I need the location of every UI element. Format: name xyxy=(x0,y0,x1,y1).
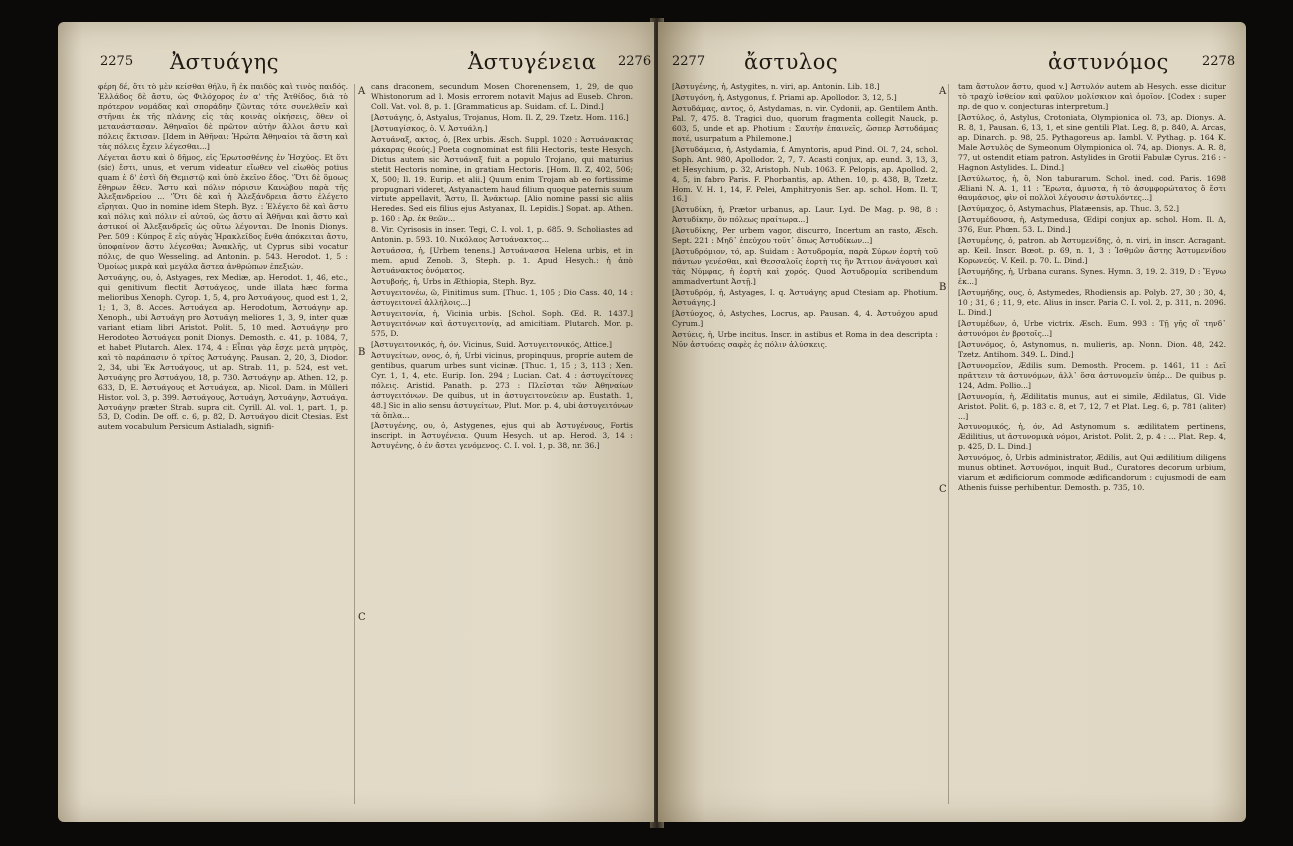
paragraph: [Ἀστυδρόμ, ἡ, Astyages, I. q. Ἀστυάγης apud Ctesiam ap. Photium. Ἀστυάγης.] xyxy=(672,288,938,308)
running-headword: ἄστυλος xyxy=(744,50,839,74)
paragraph: Ἀστύεις, ἡ, Urbe incitus. Inscr. in astibus et Roma in dea descripta : Νῦν ἀστυόεις σαφὲς ἐς πόλιν ἀλύσκεις. xyxy=(672,329,938,349)
column-rule xyxy=(948,84,949,804)
paragraph: Ἀστυγείτων, ονος, ὁ, ἡ, Urbi vicinus, propinquus, proprie autem de gentibus, quarum urbes sunt vicinæ. [Thuc. 1, 15 ; 3, 113 ; Xen. Cyr. 1, 1, 4, etc. Eurip. Ion. 294 ; Lucian. Cat. 4 : ἀστυγείτονες πόλεις. Aristid. Panath. p. 273 : Πλεῖσται τῶν Ἀθηναίων ἀστυγειτόνων. De quibus, ut in ἀστυγειτονεύειν ap. Eustath. 1, 48.] Sic in alio sensu ἀστυγείτων, Plut. Mor. p. 4, ubi ἀστυγειτόνων τὰ ὅπλα... xyxy=(371,350,633,420)
paragraph: [Ἀστυγειτονικός, ἡ, όν. Vicinus, Suid. Ἀστυγειτονικός, Attice.] xyxy=(371,339,612,349)
column-rule xyxy=(354,84,355,804)
paragraph: Ἀστυάναξ, ακτος, ὁ, [Rex urbis. Æsch. Suppl. 1020 : Ἀστυάνακτας μάκαρας θεούς.] Poeta cognominat est filii Hectoris, teste Hesych. Dictus autem sic Ἀστυάναξ fuit a populo Trojano, qui maturius stetit Hectoris nomine, in gratiam Hectoris. [Hom. Il. Ζ, 402, 506; Χ, 500; Il. 19. Eurip. et alii.] Quum enim Trojam ab eo fortissime propugnari videret, Astyanactem haud filium quoque paternis suum virtute appellavit, Ἄστυ, Il. Ἀνάκτωρ. [Alio nomine passi sic aliis Heredes. Sed eis filius ejus Astyanax, Il. Lepidis.] Sopat. ap. Athen. p. 160 : Ἀρ. ἐκ θεῶν... xyxy=(371,134,633,224)
running-headword: ἀστυνόμος xyxy=(1048,50,1169,74)
column-marker: C xyxy=(939,484,947,495)
paragraph: [Ἀστυάγης, ὁ, Astyalus, Trojanus, Hom. Il. Ζ, 29. Tzetz. Hom. 116.] xyxy=(371,112,629,122)
page-number: 2275 xyxy=(100,54,134,69)
left-page xyxy=(58,22,654,822)
paragraph: [Ἀστυγόνη, ἡ, Astygonus, f. Priami ap. Apollodor. 3, 12, 5.] xyxy=(672,92,897,102)
right-page-header xyxy=(658,50,1246,78)
paragraph: Ἀστυγειτονία, ἡ, Vicinia urbis. [Schol. Soph. Œd. R. 1437.] Ἀστυγειτόνων καὶ ἀστυγειτονίᾳ, ad amicitiam. Plutarch. Mor. p. 575, D. xyxy=(371,308,633,338)
paragraph: [Ἀστυμένης, ὁ, patron. ab Ἀστυμενίδης, ὁ, n. viri, in inscr. Acragant. ap. Keil. Inscr. Bœot. p. 69, n. 1, 3 : Ἰσθμῶν ἄστης Ἀστυμενίδου Κορωνεύς. V. Keil. p. 70. L. Dind.] xyxy=(958,236,1226,266)
right-page xyxy=(658,22,1246,822)
paragraph: Ἀστυγειτονέω, ῶ, Finitimus sum. [Thuc. 1, 105 ; Dio Cass. 40, 14 : ἀστυγειτονεῖ ἀλλήλοις...] xyxy=(371,288,633,308)
paragraph: Ἀστυνομικός, ἡ, όν, Ad Astynomum s. ædilitatem pertinens, Ædilitius, ut ἀστυνομικὰ νόμοι, Aristot. Polit. 2, p. 4 : ... Plat. Rep. 4, p. 425, D. L. Dind.] xyxy=(958,422,1226,452)
page-number: 2277 xyxy=(672,54,706,69)
paragraph: [Ἀστυγένης, ου, ὁ, Astygenes, ejus qui ab Ἀστυγένους, Fortis inscript. in Ἀστυγένεια. Quum Hesych. ut ap. Herod. 3, 14 : Ἀστυγένης, ὁ ἐν ἄστει γενόμενος. C. I. vol. 1, p. 38, nr. 36.] xyxy=(371,421,633,451)
left-page-header xyxy=(58,50,654,78)
paragraph: [Ἀστυμέδουσα, ἡ, Astymedusa, Œdipi conjux ap. schol. Hom. Il. Δ, 376, Eur. Phœn. 53. L. Dind.] xyxy=(958,215,1226,235)
paragraph: cans draconem, secundum Mosen Chorenensem, 1, 29, de quo Whistonorum ad l. Mosis errorem notavit Majus ad Euseb. Chron. Coll. Vat. vol. 8, p. 1. [Grammaticus ap. Suidam. cf. L. Dind.] xyxy=(371,82,633,111)
paragraph: [Ἀστυνόμος, ὁ, Astynomus, n. mulieris, ap. Nonn. Dion. 48, 242. Tzetz. Antihom. 349. L. Dind.] xyxy=(958,339,1226,359)
paragraph: [Ἀστυμέδων, ὁ, Urbe victrix. Æsch. Eum. 993 : Τῇ γῆς οἳ τηνδ᾽ ἀστυνόμοι ἐν βροτοῖς...] xyxy=(958,318,1226,338)
paragraph: [Ἀστυδάμεια, ἡ, Astydamia, f. Amyntoris, apud Pind. Ol. 7, 24, schol. Soph. Ant. 980, Apollodor. 2, 7, 7. Acasti conjux, ap. eund. 3, 13, 3, et Hesychium, p. 32, Aristoph. Nub. 1063. F. Pelopis, ap. Apollod. 2, 4, 5, in fabro Paris. F. Phorbantis, ap. Athen. 10, p. 438, B, Tzetz. Hom. V. H. 1, 14, F. Pelei, Amphitryonis Ser. ap. schol. Hom. Il. T, 16.] xyxy=(672,144,938,204)
paragraph: Ἀστυβοής, ἡ, Urbs in Æthiopia, Steph. Byz. xyxy=(371,277,537,287)
running-headword: Ἀστυγένεια xyxy=(468,50,597,74)
paragraph: φέρη δέ, ὅτι τὸ μὲν κείσθαι θήλυ, ἢ ἐκ παιδὸς καὶ τινὸς παιδός. Ἐλλάδος δὲ ἄστυ, ὡς Φιλόχορος ἐν α' τῆς Ἀτθίδος, διὰ τὸ πρότερον νομάδας καὶ σποράδην ζῶντας τότε συνελθεῖν καὶ στῆναι ἐκ τῆς πλάνης εἰς τὰς κοινὰς οἰκήσεις, ὅθεν οἱ μετανάστασαν. Ἀθηναῖοι δὲ πρῶτον αὐτὴν ἄλλοι ἄστυ καὶ πόλεις ἔκτισαν. [Idem in Ἀθῆναι: Ἠρώτα Ἀθηναίοι τὰ ἄστη καὶ τὰς πόλεις ἔχειν λέγεσθαι...] xyxy=(98,82,348,151)
paragraph: Ἀστυάγης, ου, ὁ, Astyages, rex Mediæ, ap. Herodot. 1, 46, etc., qui genitivum flectit Ἀστυάγεος, unde illata hæc forma melioribus Xenoph. Cyrop. 1, 5, 4, pro Ἀστυάγους, quod est 1, 2, 1; 1, 3, 8. Acces. Ἀστυάγεα ap. Herodotum, Ἀστυάγην ap. Xenoph., ubi Ἀστυάγη pro Ἀστυάγη meliores 1, 3, 9, inter quæ variant etiam libri Aristot. Polit. 5, 10 med. Ἀστυάγην pro Herodoteo Ἀστυάγεα ponit Dionys. Demosth. c. 41, p. 1084, 7, et habet Plutarch. Alex. 174, 4 : Εἶπαι γὰρ ἔσχε μετὰ μητρὸς, καὶ τὸ παράπασιν ὁ τρίτος Ἀστυάγης. Pausan. 2, 20, 3, Diodor. 2, 34, ubi Ἐκ Ἀστυάγους, ut ap. Strab. 11, p. 524, est vet. Ἀστυάγης pro Ἀστυάγου, 18, p. 730. Ἀστυάγην ap. Athen. 12, p. 633, D, Ε. Ἀστυάγους et Ἀστυάγεα, ap. Nicol. Dam. in Mülleri Histor. vol. 3, p. 399. Ἀστυάγους, Ἀστυάγη, Ἀστυάγην, Ἀστυάγα. Ἀστυάγην præter Strab. supra cit. Cyrill. Al. vol. 1, part. 1, p. 53, D, Codin. De off. c. 6, p. 82, D. Ἀστυάγου dicit Ctesias. Est autem vocabulum Persicum Astialadh, signifi- xyxy=(98,273,348,432)
text-column-2 xyxy=(371,82,633,810)
column-marker: C xyxy=(358,612,366,623)
paragraph: Ἀστυδάμας, αντος, ὁ, Astydamas, n. vir. Cydonii, ap. Gentilem Anth. Pal. 7, 475. 8. Tragici duo, quorum fragmenta collegit Nauck, p. 603, 5, unde et ap. Photium : Σαυτὴν ἐπαινεῖς, ὥσπερ Ἀστυδάμας ποτέ, usurpatum a Philemone.] xyxy=(672,103,938,143)
paragraph: [Ἀστυνομία, ἡ, Ædilitatis munus, aut ei simile, Ædilatus, Gl. Vide Aristot. Polit. 6, p. 183 c. 8, et 7, 12, 7 et Plat. Leg. 6, p. 781 (aliter) ...] xyxy=(958,391,1226,421)
paragraph: [Ἀστυμήδης, ἡ, Urbana curans. Synes. Hymn. 3, 19. 2. 319, D : Ἔγνω ἐκ...] xyxy=(958,267,1226,287)
paragraph: Ἀστυνόμος, ὁ, Urbis administrator, Ædilis, aut Qui ædilitium diligens munus obtinet. Ἀστυνόμοι, inquit Bud., Curatores decorum urbium, viarum et ædificiorum commode ædificandorum : cujusmodi de eam Athenis fuisse perhibentur. Demosth. p. 735, 10. xyxy=(958,453,1226,493)
text-column-4 xyxy=(958,82,1226,810)
page-number: 2276 xyxy=(618,54,652,69)
paragraph: [Ἀστύλος, ὁ, Astylus, Crotoniata, Olympionica ol. 73, ap. Dionys. A. R. 8, 1, Pausan. 6, 13, 1, et sine gentili Plat. Leg. 8, p. 840, A. Arcas, ap. Dinarch. p. 98, 25. Pythagoreus ap. Iambl. V. Pythag. p. 164 K. Male Ἀστυλὸς de Symeonum Olympionica ol. 74, ap. Dionys. A. R. 8, 77, ut ostendit etiam patron. Astylides in Grotii Fabulæ Cyrus. 216 : -Hagnon Astylides. L. Dind.] xyxy=(958,112,1226,172)
column-marker: A xyxy=(939,86,947,97)
running-headword: Ἀστυάγης xyxy=(170,50,279,74)
paragraph: Ἀστυάσσα, ἡ, [Urbem tenens.] Ἀστυάνασσα Helena urbis, et in mem. apud Zenob. 3, Steph. p. 1. Apud Hesych.: ἡ ἀπὸ Ἀστυάνακτος ὀνόματος. xyxy=(371,246,633,276)
column-marker: A xyxy=(358,86,366,97)
text-column-1 xyxy=(98,82,348,810)
paragraph: [Ἀστύλωτος, ἡ, ὃ, Non taburarum. Schol. ined. cod. Paris. 1698 Æliani N. A. 1, 11 : Ἔρωτα, ἀμυστα, ἡ τὸ ἀσυμφορώτατος ὅ ἔστι θαυμάσιος, φὶν οἱ πολλοὶ λέγουσιν ἀστυλόντες...] xyxy=(958,173,1226,203)
column-marker: B xyxy=(358,347,366,358)
paragraph: [Ἀστυδρόμιον, τό, ap. Suidam : Ἀστυδρομία, παρὰ Σύρων ἑορτὴ τοῦ πάντων γενέσθαι, καὶ Θεσσαλοῖς ἑορτὴ τις ἣν Ἄττιον ἀνάγουσι καὶ τὰς Νύμφας, ἡ ἑορτὴ καὶ χορός. Quod Ἀστυδρομία scribendum ammadvertunt Ἀστῇ.] xyxy=(672,247,938,287)
text-column-3 xyxy=(672,82,938,810)
paragraph: [Ἀστύοχος, ὁ, Astyches, Locrus, ap. Pausan. 4, 4. Ἀστυόχου apud Cyrum.] xyxy=(672,308,938,328)
paragraph: [Ἀστυνομεῖον, Ædilis sum. Demosth. Procem. p. 1461, 11 : Δεῖ πρᾶττειν τὰ ἀστυνόμων, ἀλλ᾽ ὅσα ἀστυνομεῖν ὑπέρ... De quibus p. 124, Adm. Pollio...] xyxy=(958,360,1226,390)
paragraph: [Ἀστύμαχος, ὁ, Astymachus, Platæensis, ap. Thuc. 3, 52.] xyxy=(958,204,1179,214)
paragraph: tam ἄστυλον ἄστυ, quod v.] Ἀστυλόν autem ab Hesych. esse dicitur τὸ τραχὺ ἰσθείον καὶ φαῦλον μολίσκιον καὶ ὁμοῖον. [Codex : super πρ. de quo v. conjecturas interpretum.] xyxy=(958,82,1226,111)
page-number: 2278 xyxy=(1202,54,1236,69)
paragraph: [Ἀστυδίκης, Per urbem vagor, discurro, Incertum an rasto, Æsch. Sept. 221 : Μηδ᾽ ἐπεύχου τοῦτ᾽ ὅπως Ἀστυδίκων...] xyxy=(672,226,938,246)
paragraph: 8. Vir. Cyrisosis in inser. Tegi, C. I. vol. 1, p. 685. 9. Scholiastes ad Antonin. p. 593. 10. Νικόλαος Ἀστυάνακτος... xyxy=(371,225,633,245)
column-marker: B xyxy=(939,282,947,293)
paragraph: Λέγεται ἄστυ καὶ ὁ δῆμος, εἰς Ἐρωτοσθένης ἐν Ἡσχύος. Et ὅτι (sic) ἔστι, unus, et verum videatur εἴωθεν vel εἰωθὸς potius quam ἐ δ' ἐστὶ δὴ Θεμιστῷ καὶ ὑπὸ ἐκεῖνο ἔδος. ‛Ὅτι δὲ ὅμοως ἔθηρων ἔθεν. Ἄστυ καὶ πόλιν πόρισιν Κανώβου παρὰ τῆς Ἀλεξανδρείου ... ‛Ὅτι δὲ καὶ ἡ Ἀλεξάνδρεια ἄστυ ἐλέγετο εἴρηται. Quo in nomine idem Steph. Byz. : Ἐλέγετο δὲ καὶ ἄστυ καὶ πόλις καὶ πόλιν εἰ αὐτοῦ, ὡς ἄστυ αἱ Ἀθῆναι καὶ ἄστυ καὶ ἀστικοί οἱ Ἀλεξανδρεῖς ὡς οὕτω λέγονται. De Inonis Dionys. Per. 509 : Κύπρος ἔ εἰς αὐγὰς Ἡρακλεῖδος ἔνθα ἀπόκειται ἄστυ, ὑποφαίνον ἄστυ λέγεσθαι; Ἀνακλῆς, ut Cyprus sibi vocatur πόλις, de quo Wesseling. ad Antonin. p. 543. Herodot. 1, 5 : Ὁμοίως μικρὰ καὶ μεγάλα ἄστεα ἀνθρώπων ἐπεξιών. xyxy=(98,152,348,272)
paragraph: [Ἀστυδίκη, ἡ, Prætor urbanus, ap. Laur. Lyd. De Mag. p. 98, 8 : Ἀστυδίκην, ὃν πόλεως πραίτωρα...] xyxy=(672,205,938,225)
paragraph: [Ἀστυαγίσκος, ὁ. V. Ἀστυάλη.] xyxy=(371,123,488,133)
open-book xyxy=(58,8,1246,838)
paragraph: [Ἀστυμήδης, ους, ὁ, Astymedes, Rhodiensis ap. Polyb. 27, 30 ; 30, 4, 10 ; 31, 6 ; 11, 9, etc. Alius in inscr. Paria C. I. vol. 2, p. 311, n. 2096. L. Dind.] xyxy=(958,288,1226,317)
paragraph: [Ἀστυγένης, ἡ, Astygites, n. viri, ap. Antonin. Lib. 18.] xyxy=(672,82,880,91)
